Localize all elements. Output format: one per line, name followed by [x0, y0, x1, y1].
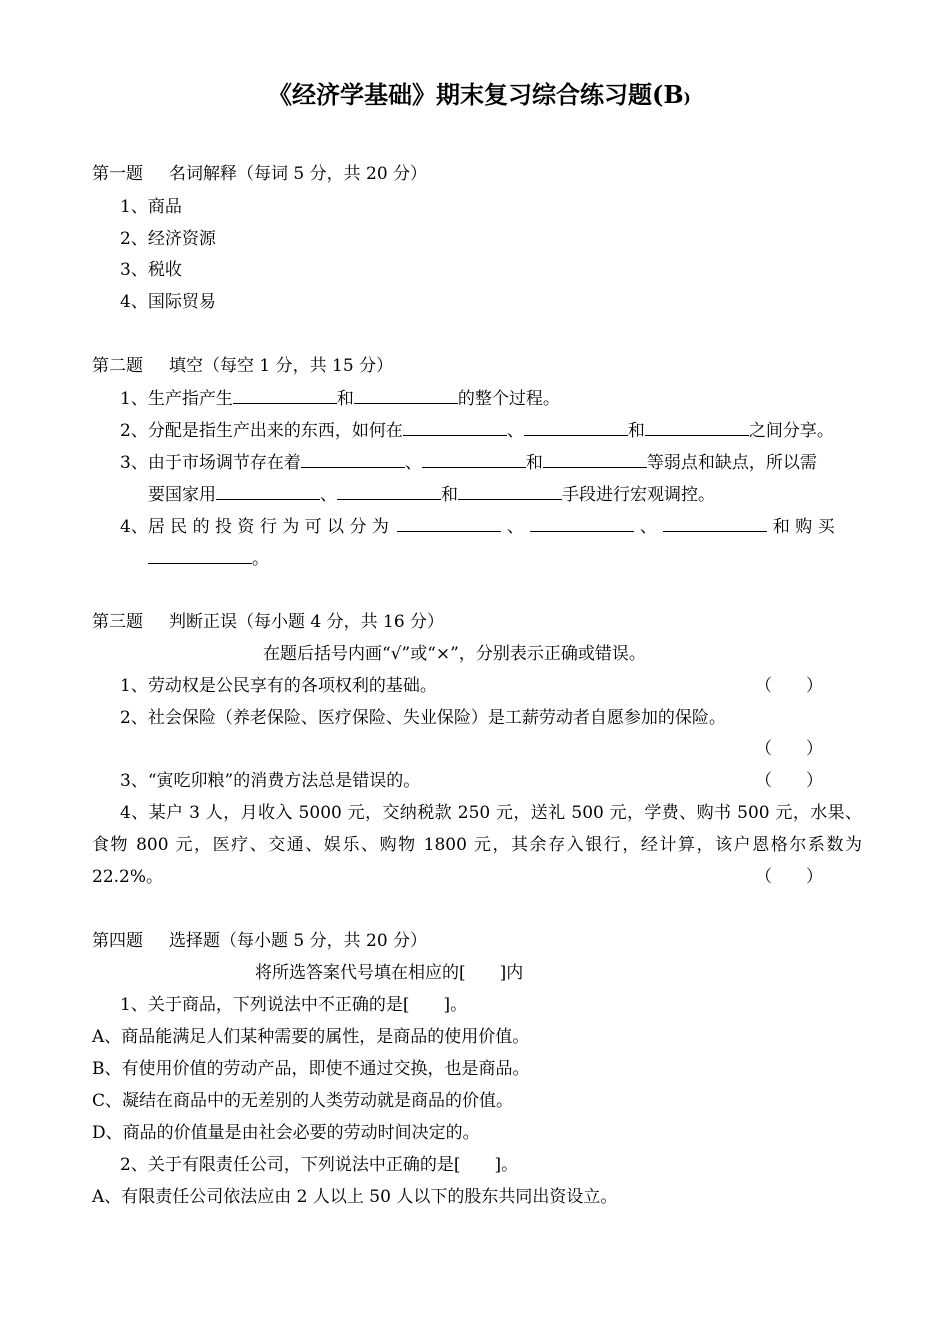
- fill-blank[interactable]: [663, 515, 767, 532]
- fill-blank[interactable]: [422, 451, 526, 468]
- q2-item-3-text: 3、由于市场调节存在着: [120, 453, 301, 473]
- q2-item-3-text: 、: [404, 453, 422, 473]
- q3-item-4-line: 4、某户 3 人，月收入 5000 元，交纳税款 250 元，送礼 500 元，学费、购书 500 元，水果、: [120, 803, 862, 823]
- fill-blank[interactable]: [397, 515, 501, 532]
- q2-item-4-text: 、: [506, 517, 524, 537]
- q3-item: 1、劳动权是公民享有的各项权利的基础。: [120, 676, 437, 696]
- q2-heading-num: 第二题: [92, 356, 143, 376]
- q4-option: D、商品的价值量是由社会必要的劳动时间决定的。: [92, 1123, 480, 1143]
- fill-blank[interactable]: [354, 387, 458, 404]
- q1-heading: [92, 163, 427, 185]
- q4-option: C、凝结在商品中的无差别的人类劳动就是商品的价值。: [92, 1091, 514, 1111]
- fill-blank[interactable]: [233, 387, 337, 404]
- q3-heading: [92, 611, 444, 633]
- q2-item-3-text: 和: [441, 485, 458, 505]
- q2-heading-text: 填空（每空 1 分，共 15 分）: [169, 356, 394, 376]
- q1-heading-text: 名词解释（每词 5 分，共 20 分）: [169, 164, 428, 184]
- fill-blank[interactable]: [216, 483, 320, 500]
- answer-parens[interactable]: （ ）: [755, 867, 823, 887]
- q3-item-4-line: 食物 800 元，医疗、交通、娱乐、购物 1800 元，其余存入银行，经计算，该户恩格尔系数为: [92, 835, 862, 855]
- q2-item-3-cont: [148, 483, 715, 506]
- q3-item: 2、社会保险（养老保险、医疗保险、失业保险）是工薪劳动者自愿参加的保险。: [120, 708, 726, 728]
- q1-item: 3、税收: [120, 260, 182, 280]
- q2-item-4: [120, 515, 835, 538]
- q2-item-4-text: 和 购 买: [772, 517, 835, 537]
- q1-heading-num: 第一题: [92, 164, 143, 184]
- q4-instruction: 将所选答案代号填在相应的[ ]内: [255, 963, 524, 983]
- fill-blank[interactable]: [148, 547, 252, 564]
- fill-blank[interactable]: [403, 419, 507, 436]
- page-title: [268, 80, 691, 113]
- answer-parens[interactable]: （ ）: [755, 739, 823, 759]
- answer-parens[interactable]: （ ）: [755, 771, 823, 791]
- q2-item-3: [120, 451, 817, 474]
- q2-item-4-text: 4、居 民 的 投 资 行 为 可 以 分 为: [120, 517, 389, 537]
- q3-heading-num: 第三题: [92, 612, 143, 632]
- fill-blank[interactable]: [337, 483, 441, 500]
- q2-item-3-text: 和: [525, 453, 543, 473]
- q2-item-2-text: 和: [627, 421, 645, 441]
- q2-heading: [92, 355, 393, 377]
- q2-item-4-cont: [148, 547, 269, 570]
- q2-item-1-text: 1、生产指产生: [120, 389, 233, 409]
- q2-item-4-text: 。: [252, 549, 269, 569]
- q4-item: 1、关于商品，下列说法中不正确的是[ ]。: [120, 995, 468, 1015]
- q1-item: 2、经济资源: [120, 229, 216, 249]
- q2-item-2-text: 之间分享。: [748, 421, 834, 441]
- q2-item-1-text: 和: [336, 389, 354, 409]
- q2-item-3-text: 手段进行宏观调控。: [562, 485, 715, 505]
- q3-instruction: 在题后括号内画“√”或“×”，分别表示正确或错误。: [263, 644, 646, 664]
- q1-item: 4、国际贸易: [120, 292, 216, 312]
- q2-item-2-text: 、: [506, 421, 524, 441]
- q2-item-3-text: 、: [320, 485, 337, 505]
- fill-blank[interactable]: [543, 451, 647, 468]
- q1-item: 1、商品: [120, 197, 182, 217]
- fill-blank[interactable]: [458, 483, 562, 500]
- q2-item-3-text: 要国家用: [148, 485, 216, 505]
- q2-item-2-text: 2、分配是指生产出来的东西，如何在: [120, 421, 403, 441]
- fill-blank[interactable]: [530, 515, 634, 532]
- answer-parens[interactable]: （ ）: [755, 676, 823, 696]
- q2-item-1-text: 的整个过程。: [457, 389, 560, 409]
- fill-blank[interactable]: [645, 419, 749, 436]
- q4-heading: [92, 930, 427, 952]
- fill-blank[interactable]: [301, 451, 405, 468]
- q2-item-1: [120, 387, 560, 410]
- q4-option: B、有使用价值的劳动产品，即使不通过交换，也是商品。: [92, 1059, 530, 1079]
- q4-heading-num: 第四题: [92, 931, 143, 951]
- q2-item-4-text: 、: [639, 517, 657, 537]
- q4-heading-text: 选择题（每小题 5 分，共 20 分）: [169, 931, 428, 951]
- q2-item-3-text: 等弱点和缺点，所以需: [646, 453, 817, 473]
- q3-heading-text: 判断正误（每小题 4 分，共 16 分）: [169, 612, 445, 632]
- q4-option: A、有限责任公司依法应由 2 人以上 50 人以下的股东共同出资设立。: [92, 1187, 618, 1207]
- title-close-paren: ): [683, 89, 691, 107]
- q3-item-4-line: 22.2%。: [92, 867, 164, 887]
- q4-item: 2、关于有限责任公司，下列说法中正确的是[ ]。: [120, 1155, 519, 1175]
- q4-option: A、商品能满足人们某种需要的属性，是商品的使用价值。: [92, 1027, 530, 1047]
- q2-item-2: [120, 419, 834, 442]
- fill-blank[interactable]: [524, 419, 628, 436]
- q3-item: 3、“寅吃卯粮”的消费方法总是错误的。: [120, 771, 421, 791]
- title-text: 《经济学基础》期末复习综合练习题(B: [268, 80, 684, 109]
